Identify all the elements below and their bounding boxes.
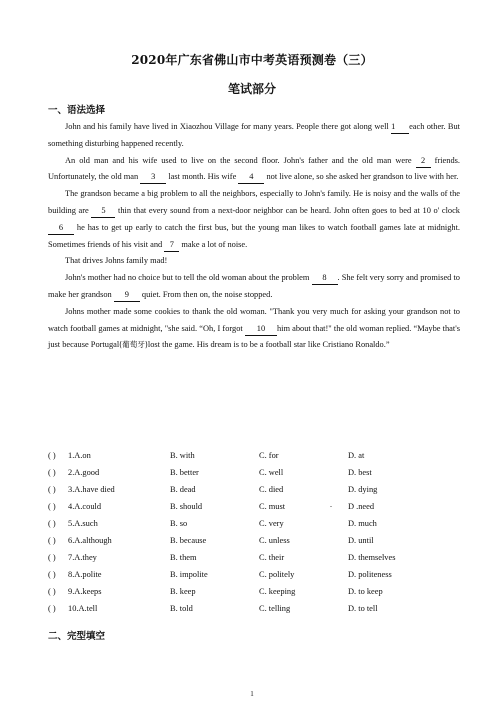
option-d: D. to tell (348, 604, 378, 613)
option-b: B. better (170, 468, 199, 477)
option-b: B. impolite (170, 570, 208, 579)
option-b: B. because (170, 536, 207, 545)
passage-text: quiet. From then on, the noise stopped. (139, 289, 273, 299)
option-d: D. best (348, 468, 372, 477)
section-heading-cloze: 二、完型填空 (48, 631, 106, 642)
answer-blank[interactable]: ( ) (48, 604, 56, 613)
paragraph-4: That drives Johns family mad! (65, 256, 168, 266)
blank-9: 9 (114, 289, 140, 302)
answer-blank[interactable]: ( ) (48, 485, 56, 494)
passage-text: John's mother had no choice but to tell the old woman about the problem (65, 273, 312, 283)
passage-text: not live alone, so she asked her grandson to live with her. (264, 172, 459, 182)
option-a: 9.A.keeps (68, 587, 102, 596)
passage (48, 119, 460, 354)
option-c: C. died (259, 485, 284, 494)
paragraph-1 (48, 119, 460, 153)
blank-3: 3 (140, 171, 166, 184)
option-d: D. much (348, 519, 377, 528)
passage-text: lost the game. His dream is to be a football star like Cristiano Ronaldo.” (147, 340, 390, 350)
option-b: B. with (170, 451, 195, 460)
option-row (48, 532, 468, 549)
passage-text: The grandson became a big problem to all the neighbors, especially to John's family. He is noisy and the walls of the building are (48, 189, 460, 215)
passage-text: An old man and his wife used to live on the second floor. John's father and the old man were (65, 155, 416, 165)
option-c: C. keeping (259, 587, 296, 596)
option-c: C. politely (259, 570, 295, 579)
paragraph-3 (48, 186, 460, 253)
blank-7: 7 (164, 239, 179, 252)
answer-blank[interactable]: ( ) (48, 468, 56, 477)
paragraph-5 (48, 270, 460, 304)
option-row (48, 583, 468, 600)
page-number: 1 (250, 690, 254, 698)
option-a: 6.A.although (68, 536, 112, 545)
blank-4: 4 (238, 171, 264, 184)
option-d: D .need (348, 502, 375, 511)
answer-blank[interactable]: ( ) (48, 587, 56, 596)
passage-text: Johns mother made some cookies to thank the old woman. "Thank you very much for asking your grandson not to watch football games at midnight, "she said. “Oh, I forgot (48, 306, 460, 333)
blank-8: 8 (312, 272, 338, 285)
option-a: 2.A.good (68, 468, 100, 477)
blank-6: 6 (48, 222, 74, 235)
option-d: D. themselves (348, 553, 396, 562)
option-c: C. very (259, 519, 284, 528)
option-row (48, 447, 468, 464)
paragraph-6 (48, 304, 460, 354)
option-row (48, 549, 468, 566)
passage-text: . She felt very sorry and promised to make her grandson (48, 273, 460, 299)
option-c: C. their (259, 553, 285, 562)
answer-blank[interactable]: ( ) (48, 553, 56, 562)
answer-blank[interactable]: ( ) (48, 502, 56, 511)
option-d: D. until (348, 536, 374, 545)
option-b: B. dead (170, 485, 196, 494)
blank-5: 5 (91, 205, 115, 218)
blank-2: 2 (416, 155, 431, 168)
answer-blank[interactable]: ( ) (48, 536, 56, 545)
passage-text: each other. But something disturbing happened recently. (48, 122, 461, 148)
passage-text: friends. Unfortunately, the old man (48, 155, 460, 182)
passage-text: last month. His wife (166, 172, 239, 182)
passage-text: make a lot of noise. (179, 239, 248, 249)
option-a: 1.A.on (68, 451, 91, 460)
passage-text: thin that every sound from a next-door neighbor can be heard. John often goes to bed at 10 o' clock (115, 205, 460, 215)
option-a: 3.A.have died (68, 485, 115, 494)
option-d: D. dying (348, 485, 378, 494)
option-c: C. well (259, 468, 284, 477)
paragraph-2 (48, 153, 460, 187)
option-row (48, 515, 468, 532)
option-c: C. telling (259, 604, 291, 613)
option-row (48, 600, 468, 617)
option-row (48, 464, 468, 481)
option-b: B. so (170, 519, 188, 528)
answer-blank[interactable]: ( ) (48, 519, 56, 528)
option-row (48, 498, 468, 515)
option-a: 7.A.they (68, 553, 97, 562)
option-a: 4.A.could (68, 502, 102, 511)
passage-text: John and his family have lived in Xiaozhou Village for many years. People there got along well (65, 122, 392, 131)
option-a: 5.A.such (68, 519, 98, 528)
passage-text-cjk: (葡萄牙) (119, 340, 148, 350)
answer-blank[interactable]: ( ) (48, 570, 56, 579)
option-d: D. at (348, 451, 365, 460)
passage-text: he has to get up early to catch the first bus, but the young man likes to watch football games late at midnight. Sometimes friends of his visit and (48, 222, 460, 249)
option-row (48, 481, 468, 498)
answer-blank[interactable]: ( ) (48, 451, 56, 460)
option-b: B. keep (170, 587, 196, 596)
blank-10: 10 (245, 323, 277, 336)
option-d: D. to keep (348, 587, 383, 596)
option-c: C. for (259, 451, 279, 460)
option-c: C. unless (259, 536, 290, 545)
option-d: D. politeness (348, 570, 392, 579)
section-heading-grammar: 一、语法选择 (48, 105, 106, 116)
option-b: B. told (170, 604, 193, 613)
page-title: 2020年广东省佛山市中考英语预测卷（三） (131, 53, 373, 67)
stray-dot: . (330, 500, 332, 509)
option-a: 8.A.polite (68, 570, 102, 579)
option-c: C. must (259, 502, 286, 511)
option-row (48, 566, 468, 583)
page-subtitle: 笔试部分 (227, 82, 276, 96)
option-a: 10.A.tell (68, 604, 98, 613)
blank-1: 1 (391, 121, 409, 134)
option-b: B. them (170, 553, 197, 562)
option-b: B. should (170, 502, 203, 511)
passage-text: him about that!" the old woman replied. “Maybe that's just because Portugal (48, 323, 460, 350)
